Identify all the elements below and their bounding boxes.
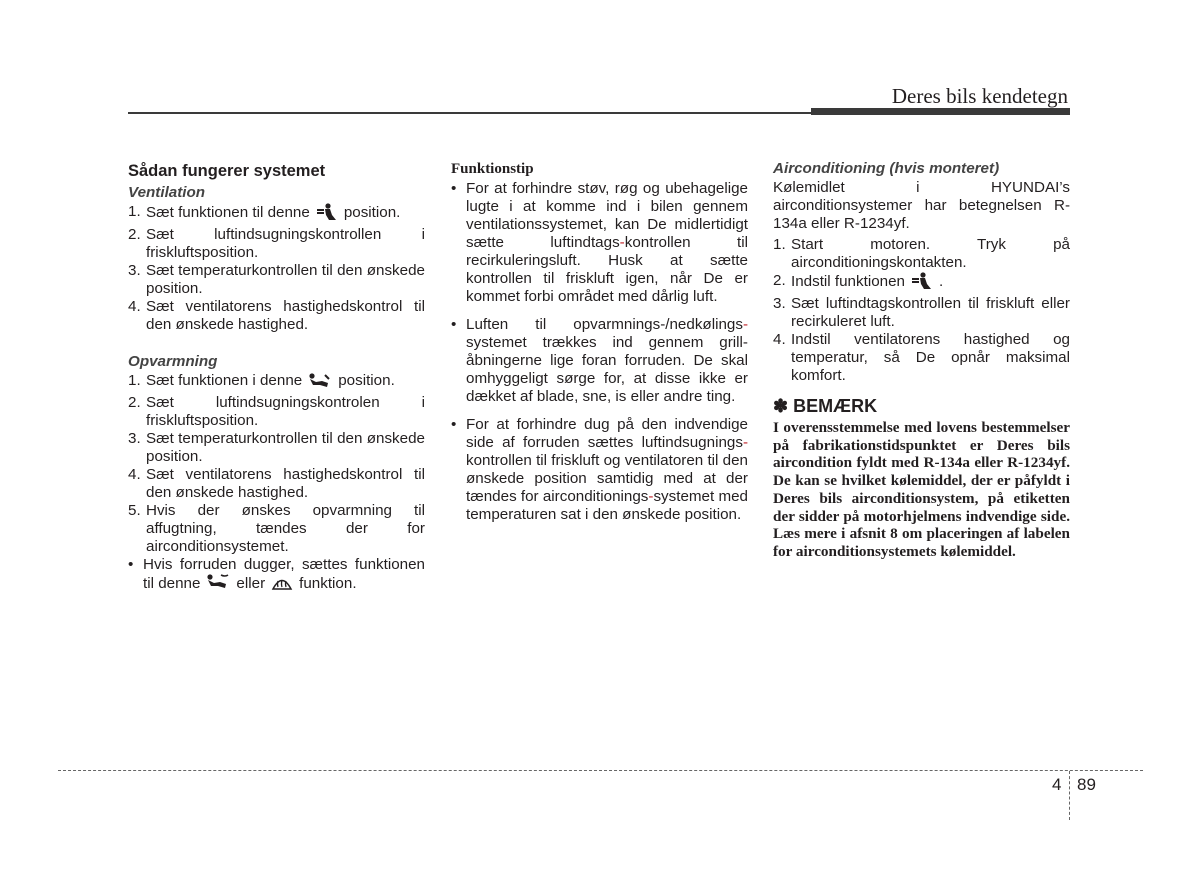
list-item: 4. Sæt ventilatorens hastighedskontrol til den ønskede hastighed. (128, 298, 425, 333)
list-item: 1. Start motoren. Tryk på airconditioningskontakten. (773, 236, 1070, 271)
tips-heading: Funktionstip (451, 161, 534, 177)
aircon-intro: Kølemidlet i HYUNDAI’s airconditionsystemer har betegnelsen R-134a eller R-1234yf. (773, 179, 1070, 232)
chapter-number: 4 (1052, 775, 1062, 794)
face-vent-icon (316, 203, 338, 226)
list-item: 2. Indstil funktionen . (773, 272, 1070, 295)
list-item: 3. Sæt luftindtagskontrollen til friskluft eller recirkuleret luft. (773, 295, 1070, 330)
windshield-defrost-icon (271, 574, 293, 597)
list-item: • Luften til opvarmnings-/nedkølings-systemet trækkes ind gennem grill-åbningerne lige foran forruden. De skal omhyggeligt sørge for, at disse ikke er dækket af blade, sne, is eller andre ting. (451, 316, 748, 405)
column-middle (451, 160, 748, 524)
section-title: Sådan fungerer systemet (128, 162, 326, 180)
floor-heat-icon (308, 373, 332, 394)
column-left (128, 160, 425, 597)
running-header: Deres bils kendetegn (891, 84, 1068, 108)
list-item: 4. Sæt ventilatorens hastighedskontrol til den ønskede hastighed. (128, 466, 425, 501)
list-item: • For at forhindre dug på den indvendige side af forruden sættes luftindsugnings-kontrollen til friskluft og ventilatoren til den ønskede position samtidig med at der tændes for airconditionings-systemet med temperaturen sat i den ønskede position. (451, 416, 748, 523)
floor-defrost-icon (206, 574, 230, 597)
list-item: • For at forhindre støv, røg og ubehagelige lugte i at komme ind i bilen gennem ventilationssystemet, kan De midlertidigt sætte luftindtags-kontrollen til recirkuleringsluft. Husk at sætte kontrollen til friskluft igen, når De er kommet forbi området med dårlig luft. (451, 180, 749, 305)
header-rule-accent (811, 108, 1070, 115)
column-right (773, 160, 1070, 561)
heating-heading: Opvarmning (128, 353, 218, 370)
list-item: 4. Indstil ventilatorens hastighed og temperatur, så De opnår maksimal komfort. (773, 331, 1070, 384)
list-item: 5. Hvis der ønskes opvarmning til affugtning, tændes der for airconditionsystemet. (128, 502, 425, 555)
ventilation-heading: Ventilation (128, 184, 206, 201)
page-number: 89 (1077, 775, 1096, 794)
list-item: 1. Sæt funktionen i denne position. (128, 372, 425, 394)
footer-rule (58, 770, 1143, 771)
list-item: 3. Sæt temperaturkontrollen til den ønskede position. (128, 430, 425, 465)
aircon-heading: Airconditioning (hvis monteret) (773, 160, 1000, 177)
note-body: I overensstemmelse med lovens bestemmelser på fabrikationstidspunktet er Deres bils aircondition fyldt med R-134a eller R-1234yf. De kan se hvilket kølemiddel, der er påfyldt i Deres bils airconditionsystem, på etiketten der sidder på motorhjelmens indvendige side. Læs mere i afsnit 8 om placeringen af labelen for airconditionsystemets kølemiddel. (773, 419, 1070, 560)
list-item: 2. Sæt luftindsugningskontrolen i friskluftsposition. (128, 394, 425, 429)
footer-divider (1069, 771, 1070, 820)
list-item: 2. Sæt luftindsugningskontrollen i friskluftsposition. (128, 226, 425, 261)
list-item: 3. Sæt temperaturkontrollen til den ønskede position. (128, 262, 425, 297)
list-item: • Hvis forruden dugger, sættes funktionen til denne eller funktion. (128, 556, 425, 597)
list-item: 1. Sæt funktionen til denne position. (128, 203, 425, 226)
note-title: ✽ BEMÆRK (773, 396, 878, 416)
face-vent-icon (911, 272, 933, 295)
